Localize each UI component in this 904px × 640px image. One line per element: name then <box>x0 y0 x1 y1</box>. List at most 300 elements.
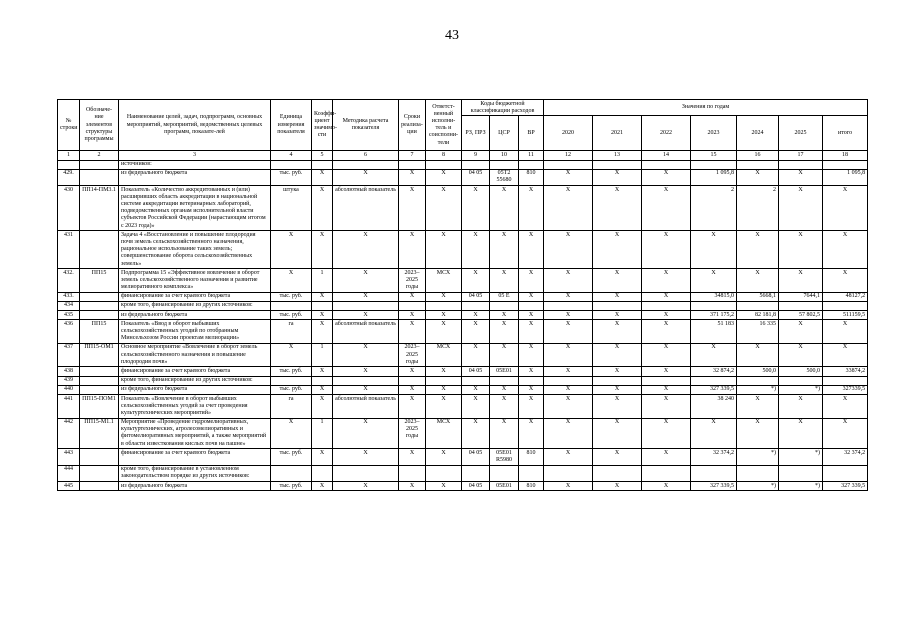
row-value-year: X <box>544 186 593 231</box>
header-csr: ЦСР <box>490 116 519 151</box>
row-resp <box>426 465 462 481</box>
table-row <box>58 343 868 367</box>
row-rz <box>462 376 490 385</box>
row-rz: X <box>462 320 490 344</box>
row-code: ПП15-М1.1 <box>80 418 119 449</box>
table-header <box>58 100 868 151</box>
row-code <box>80 385 119 394</box>
row-value-year: X <box>737 395 779 419</box>
row-terms: 2023–2025 годы <box>399 269 426 293</box>
row-value-year <box>593 465 642 481</box>
table-row <box>58 311 868 320</box>
row-value-year: X <box>642 186 691 231</box>
row-code <box>80 465 119 481</box>
row-value-year <box>779 376 823 385</box>
row-resp <box>426 376 462 385</box>
row-resp: МСХ <box>426 343 462 367</box>
row-number: 432. <box>58 269 80 293</box>
row-csr <box>490 376 519 385</box>
row-value-year: X <box>593 231 642 269</box>
row-value-year: X <box>544 395 593 419</box>
row-csr: X <box>490 418 519 449</box>
row-rz: 04 05 <box>462 449 490 465</box>
row-value-year: X <box>593 292 642 301</box>
row-value-year: X <box>691 343 737 367</box>
row-value-year <box>779 465 823 481</box>
column-number: 14 <box>642 151 691 160</box>
row-value-year: X <box>737 231 779 269</box>
row-terms: X <box>399 385 426 394</box>
row-name: финансирование за счет краевого бюджета <box>119 367 271 376</box>
header-unit: Единица измерения показателя <box>271 100 312 151</box>
row-value-year: X <box>737 269 779 293</box>
row-rz <box>462 465 490 481</box>
row-method: абсолютный показатель <box>333 395 399 419</box>
row-rz: X <box>462 269 490 293</box>
row-value-year: X <box>544 311 593 320</box>
row-value-year: 1 095,8 <box>691 169 737 185</box>
row-value-year <box>593 160 642 169</box>
row-csr: X <box>490 269 519 293</box>
row-vr <box>519 160 544 169</box>
row-value-year: X <box>642 231 691 269</box>
row-resp: МСХ <box>426 418 462 449</box>
row-vr <box>519 376 544 385</box>
row-resp: X <box>426 320 462 344</box>
row-value-year: X <box>544 343 593 367</box>
row-code <box>80 160 119 169</box>
column-number: 15 <box>691 151 737 160</box>
header-code: Обозначе-ние элементов структуры программы <box>80 100 119 151</box>
row-name: из федерального бюджета <box>119 311 271 320</box>
row-value-year <box>544 301 593 310</box>
row-terms: X <box>399 482 426 491</box>
row-number: 441 <box>58 395 80 419</box>
row-value-year: X <box>642 418 691 449</box>
row-name: Задача 4 «Восстановление и повышение плодородия почв земель сельскохозяйственного назначения, рациональное использование таких земель; совершенствование оборота сельскохозяйственных земель» <box>119 231 271 269</box>
row-value-year <box>691 465 737 481</box>
row-method <box>333 160 399 169</box>
row-vr: 810 <box>519 169 544 185</box>
row-code <box>80 311 119 320</box>
row-value-year: 371 175,2 <box>691 311 737 320</box>
row-csr: X <box>490 186 519 231</box>
table-row <box>58 169 868 185</box>
table-row <box>58 269 868 293</box>
row-rz: X <box>462 343 490 367</box>
row-value-total: 1 095,8 <box>823 169 868 185</box>
row-code: ПП14-ПМ3.1 <box>80 186 119 231</box>
table-row <box>58 367 868 376</box>
row-value-year: X <box>593 311 642 320</box>
row-value-total: X <box>823 186 868 231</box>
row-value-year <box>779 160 823 169</box>
row-csr <box>490 160 519 169</box>
row-unit: X <box>271 343 312 367</box>
row-value-year <box>593 376 642 385</box>
row-unit: га <box>271 395 312 419</box>
row-value-year: X <box>691 269 737 293</box>
row-value-year: *) <box>779 385 823 394</box>
column-number: 7 <box>399 151 426 160</box>
row-unit: тыс. руб. <box>271 292 312 301</box>
row-number: 433. <box>58 292 80 301</box>
header-vr: ВР <box>519 116 544 151</box>
row-terms: X <box>399 292 426 301</box>
header-year: 2020 <box>544 116 593 151</box>
row-value-year: 32 874,2 <box>691 367 737 376</box>
row-value-total: X <box>823 418 868 449</box>
row-method: абсолютный показатель <box>333 186 399 231</box>
row-value-year: X <box>642 269 691 293</box>
row-vr: X <box>519 418 544 449</box>
row-unit: тыс. руб. <box>271 449 312 465</box>
row-terms <box>399 376 426 385</box>
row-value-year <box>642 301 691 310</box>
row-rz <box>462 301 490 310</box>
row-value-total: 33874,2 <box>823 367 868 376</box>
row-method: X <box>333 169 399 185</box>
row-number: 436 <box>58 320 80 344</box>
row-code: ПП15 <box>80 320 119 344</box>
row-unit: тыс. руб. <box>271 311 312 320</box>
column-number: 3 <box>119 151 271 160</box>
row-value-year: X <box>642 292 691 301</box>
row-value-year <box>544 376 593 385</box>
header-terms: Сроки реализа-ции <box>399 100 426 151</box>
row-value-year: X <box>642 395 691 419</box>
row-code <box>80 301 119 310</box>
row-terms: X <box>399 320 426 344</box>
row-method: X <box>333 418 399 449</box>
row-value-total: X <box>823 269 868 293</box>
row-name: источников: <box>119 160 271 169</box>
row-value-year: X <box>737 418 779 449</box>
row-csr: 05Е01 <box>490 367 519 376</box>
row-name: Подпрограмма 15 «Эффективное вовлечение в оборот земель сельскохозяйственного назначения и развитие мелиоративного комплекса» <box>119 269 271 293</box>
table-row <box>58 301 868 310</box>
row-value-year: *) <box>737 385 779 394</box>
row-value-year: 16 335 <box>737 320 779 344</box>
row-value-year: X <box>544 482 593 491</box>
column-number: 13 <box>593 151 642 160</box>
row-value-year: *) <box>737 482 779 491</box>
row-coef <box>312 301 333 310</box>
row-coef: 1 <box>312 269 333 293</box>
row-vr: X <box>519 311 544 320</box>
row-csr: X <box>490 311 519 320</box>
row-value-year: X <box>779 343 823 367</box>
row-name: из федерального бюджета <box>119 169 271 185</box>
row-vr: X <box>519 231 544 269</box>
row-value-year: X <box>642 385 691 394</box>
row-name: финансирование за счет краевого бюджета <box>119 449 271 465</box>
row-method: X <box>333 367 399 376</box>
row-value-year: 51 183 <box>691 320 737 344</box>
row-csr <box>490 301 519 310</box>
row-value-year: 34815,0 <box>691 292 737 301</box>
row-value-year: X <box>779 231 823 269</box>
row-vr: X <box>519 367 544 376</box>
row-resp: МСХ <box>426 269 462 293</box>
header-year: 2024 <box>737 116 779 151</box>
row-value-year: X <box>544 292 593 301</box>
row-code <box>80 482 119 491</box>
header-name: Наименование целей, задач, подпрограмм, основных мероприятий, мероприятий, ведомственных целевых программ, показате-лей <box>119 100 271 151</box>
row-method: X <box>333 385 399 394</box>
row-value-year: X <box>642 169 691 185</box>
row-terms <box>399 301 426 310</box>
column-number: 2 <box>80 151 119 160</box>
row-value-year: 57 802,5 <box>779 311 823 320</box>
row-value-year <box>593 301 642 310</box>
row-csr: 05 Е <box>490 292 519 301</box>
row-value-year: X <box>593 395 642 419</box>
header-rz: РЗ, ПРЗ <box>462 116 490 151</box>
row-method <box>333 301 399 310</box>
row-coef: 1 <box>312 418 333 449</box>
row-value-year <box>691 301 737 310</box>
row-code: ПП15-ПОМ1 <box>80 395 119 419</box>
row-method: X <box>333 343 399 367</box>
row-code <box>80 449 119 465</box>
row-resp: X <box>426 385 462 394</box>
column-number: 8 <box>426 151 462 160</box>
row-value-total <box>823 376 868 385</box>
row-code <box>80 169 119 185</box>
row-method: X <box>333 269 399 293</box>
row-value-year: X <box>642 311 691 320</box>
row-unit <box>271 376 312 385</box>
row-vr: X <box>519 385 544 394</box>
row-csr <box>490 465 519 481</box>
row-name: Показатель «Ввод в оборот выбывших сельскохозяйственных угодий по отобранным Минсельхозом России проектам мелиорации» <box>119 320 271 344</box>
row-terms: X <box>399 367 426 376</box>
row-csr: 05Е01 R5980 <box>490 449 519 465</box>
row-method: X <box>333 231 399 269</box>
row-terms: 2023–2025 годы <box>399 343 426 367</box>
row-csr: X <box>490 385 519 394</box>
header-year: 2025 <box>779 116 823 151</box>
column-number: 9 <box>462 151 490 160</box>
row-vr: X <box>519 395 544 419</box>
table-row <box>58 395 868 419</box>
header-budget-codes: Коды бюджетной классификации расходов <box>462 100 544 116</box>
row-rz: X <box>462 231 490 269</box>
row-coef: X <box>312 395 333 419</box>
row-terms: X <box>399 231 426 269</box>
row-number: 443 <box>58 449 80 465</box>
row-csr: X <box>490 343 519 367</box>
row-terms: 2023–2025 годы <box>399 418 426 449</box>
row-value-year: X <box>642 320 691 344</box>
column-number: 12 <box>544 151 593 160</box>
row-value-total <box>823 465 868 481</box>
row-value-year <box>737 376 779 385</box>
row-terms: X <box>399 169 426 185</box>
row-value-year: X <box>593 343 642 367</box>
row-value-year: X <box>544 169 593 185</box>
row-terms: X <box>399 311 426 320</box>
row-value-year: X <box>544 320 593 344</box>
program-table <box>57 99 868 491</box>
row-rz: 04 05 <box>462 169 490 185</box>
row-value-year: X <box>593 367 642 376</box>
row-rz: 04 05 <box>462 292 490 301</box>
row-value-year: X <box>737 343 779 367</box>
row-unit: штука <box>271 186 312 231</box>
row-value-year: 2 <box>737 186 779 231</box>
row-name: кроме того, финансирование из других источников: <box>119 301 271 310</box>
row-value-year: X <box>642 343 691 367</box>
row-vr: X <box>519 292 544 301</box>
row-name: из федерального бюджета <box>119 385 271 394</box>
row-coef: X <box>312 292 333 301</box>
row-vr: 810 <box>519 449 544 465</box>
row-csr: 05Т2 55680 <box>490 169 519 185</box>
row-value-year: X <box>593 385 642 394</box>
row-unit: тыс. руб. <box>271 482 312 491</box>
row-rz: X <box>462 311 490 320</box>
row-coef: X <box>312 231 333 269</box>
row-unit <box>271 160 312 169</box>
row-vr: X <box>519 269 544 293</box>
row-name: финансирование за счет краевого бюджета <box>119 292 271 301</box>
row-value-year: X <box>544 231 593 269</box>
row-number <box>58 160 80 169</box>
row-coef: X <box>312 482 333 491</box>
row-coef <box>312 376 333 385</box>
row-resp: X <box>426 169 462 185</box>
row-resp: X <box>426 231 462 269</box>
column-number: 16 <box>737 151 779 160</box>
row-number: 438 <box>58 367 80 376</box>
row-value-year: 500,0 <box>779 367 823 376</box>
header-year: 2021 <box>593 116 642 151</box>
row-terms: X <box>399 186 426 231</box>
row-unit: X <box>271 418 312 449</box>
row-rz: X <box>462 186 490 231</box>
column-number: 10 <box>490 151 519 160</box>
row-resp: X <box>426 367 462 376</box>
row-value-year: X <box>544 418 593 449</box>
row-value-total: 327339,5 <box>823 385 868 394</box>
row-value-year: 327 339,5 <box>691 385 737 394</box>
row-value-year: X <box>642 367 691 376</box>
row-coef <box>312 160 333 169</box>
row-unit: X <box>271 269 312 293</box>
row-value-total: 511159,5 <box>823 311 868 320</box>
row-coef: X <box>312 320 333 344</box>
table-row <box>58 160 868 169</box>
row-terms <box>399 465 426 481</box>
row-unit <box>271 301 312 310</box>
row-resp: X <box>426 186 462 231</box>
row-value-year: 327 339,5 <box>691 482 737 491</box>
row-coef: X <box>312 186 333 231</box>
row-code <box>80 367 119 376</box>
row-value-year: X <box>779 320 823 344</box>
table-row <box>58 376 868 385</box>
row-value-total <box>823 160 868 169</box>
column-number: 11 <box>519 151 544 160</box>
row-value-year: X <box>593 482 642 491</box>
row-value-year: 38 240 <box>691 395 737 419</box>
row-value-total: X <box>823 320 868 344</box>
row-rz: X <box>462 418 490 449</box>
table-body <box>58 151 868 491</box>
row-value-year <box>691 160 737 169</box>
row-vr <box>519 301 544 310</box>
row-number: 431 <box>58 231 80 269</box>
row-coef: 1 <box>312 343 333 367</box>
row-value-year <box>642 376 691 385</box>
table-row <box>58 418 868 449</box>
row-value-year: *) <box>737 449 779 465</box>
row-value-year: X <box>593 320 642 344</box>
row-resp: X <box>426 482 462 491</box>
header-coef: Коэффи-циент значимо-сти <box>312 100 333 151</box>
row-value-year: X <box>593 186 642 231</box>
row-number: 435 <box>58 311 80 320</box>
row-method: абсолютный показатель <box>333 320 399 344</box>
row-vr <box>519 465 544 481</box>
row-name: кроме того, финансирование в установленном законодательством порядке из других источников: <box>119 465 271 481</box>
row-name: из федерального бюджета <box>119 482 271 491</box>
row-name: Показатель «Вовлечение в оборот выбывших сельскохозяйственных угодий за счет проведения культуртехнических мероприятий» <box>119 395 271 419</box>
row-csr: X <box>490 320 519 344</box>
column-numbers-row <box>58 151 868 160</box>
row-value-year: X <box>691 418 737 449</box>
table-row <box>58 482 868 491</box>
row-value-year: X <box>544 269 593 293</box>
row-method: X <box>333 482 399 491</box>
row-vr: 810 <box>519 482 544 491</box>
row-number: 440 <box>58 385 80 394</box>
column-number: 17 <box>779 151 823 160</box>
row-value-total: 327 339,5 <box>823 482 868 491</box>
row-value-year <box>544 465 593 481</box>
row-method <box>333 376 399 385</box>
row-value-year: 5668,1 <box>737 292 779 301</box>
row-unit <box>271 465 312 481</box>
row-value-year: 500,0 <box>737 367 779 376</box>
header-year: 2022 <box>642 116 691 151</box>
row-value-year: X <box>544 385 593 394</box>
row-unit: тыс. руб. <box>271 385 312 394</box>
row-method <box>333 465 399 481</box>
row-number: 445 <box>58 482 80 491</box>
row-value-year: 82 181,8 <box>737 311 779 320</box>
row-number: 444 <box>58 465 80 481</box>
row-csr: X <box>490 395 519 419</box>
row-vr: X <box>519 186 544 231</box>
row-value-total: 32 374,2 <box>823 449 868 465</box>
row-value-year: X <box>779 395 823 419</box>
row-value-year: X <box>779 269 823 293</box>
row-rz: 04 05 <box>462 367 490 376</box>
row-vr: X <box>519 320 544 344</box>
row-value-year <box>779 301 823 310</box>
row-terms: X <box>399 395 426 419</box>
header-year: 2023 <box>691 116 737 151</box>
table-row <box>58 186 868 231</box>
row-code <box>80 376 119 385</box>
row-resp: X <box>426 449 462 465</box>
row-resp: X <box>426 292 462 301</box>
column-number: 6 <box>333 151 399 160</box>
row-value-year <box>737 465 779 481</box>
